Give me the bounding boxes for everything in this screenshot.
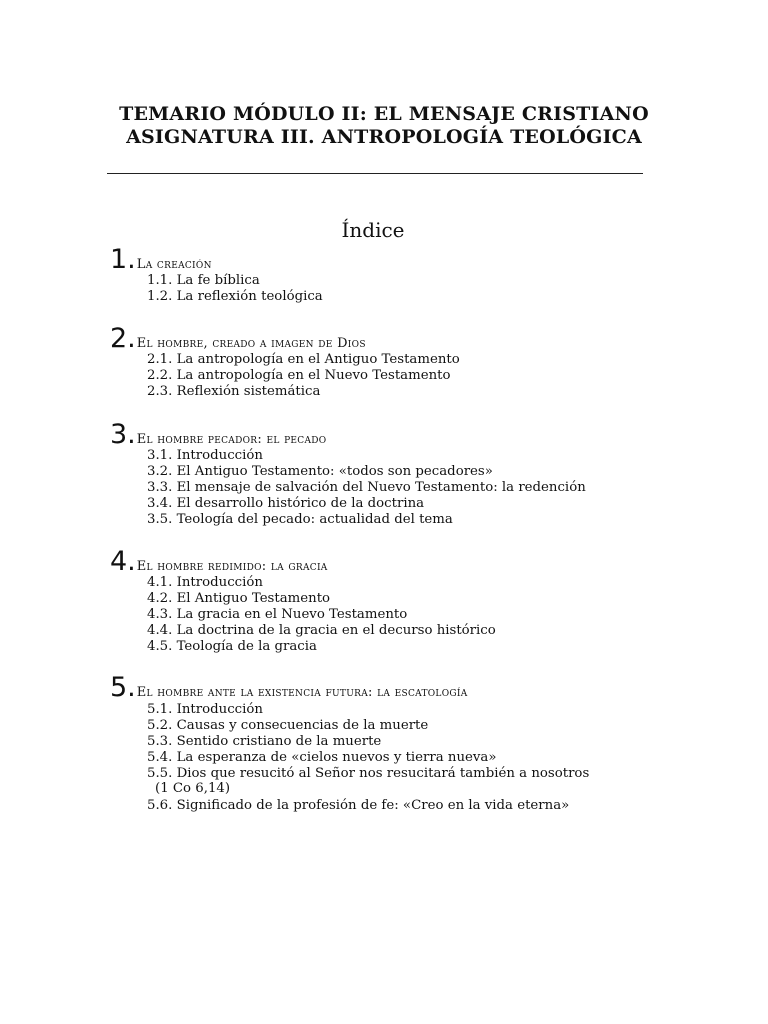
chapter-title: El hombre, creado a imagen de Dios: [136, 336, 366, 351]
chapter-title: El hombre ante la existencia futura: la escatología: [136, 685, 468, 700]
index-item: 1.2. La reflexión teológica: [147, 289, 323, 304]
index-item: 3.5. Teología del pecado: actualidad del tema: [147, 512, 453, 527]
index-item: 4.2. El Antiguo Testamento: [147, 591, 331, 606]
index-item: 2.1. La antropología en el Antiguo Testamento: [147, 352, 460, 367]
chapter-title: La creación: [136, 257, 212, 272]
index-item: 3.2. El Antiguo Testamento: «todos son pecadores»: [147, 464, 493, 479]
index-item: 5.6. Significado de la profesión de fe: «Creo en la vida eterna»: [147, 798, 570, 813]
chapter-title: El hombre redimido: la gracia: [136, 559, 328, 574]
index-item: 5.3. Sentido cristiano de la muerte: [147, 734, 382, 749]
index-item: 2.3. Reflexión sistemática: [147, 384, 321, 399]
chapter-heading: [110, 420, 326, 450]
document-title-line-1: TEMARIO MÓDULO II: EL MENSAJE CRISTIANO: [119, 103, 649, 125]
chapter-heading: [110, 324, 366, 354]
chapter-heading: [110, 245, 212, 275]
chapter-number: 5.: [110, 672, 136, 703]
chapter-heading: [110, 547, 328, 577]
chapter-title: El hombre pecador: el pecado: [136, 432, 327, 447]
index-item: 4.3. La gracia en el Nuevo Testamento: [147, 607, 408, 622]
index-item: 5.5. Dios que resucitó al Señor nos resucitará también a nosotros: [147, 766, 590, 781]
index-item: 4.5. Teología de la gracia: [147, 639, 317, 654]
index-item: 1.1. La fe bíblica: [147, 273, 260, 288]
chapter-number: 4.: [110, 546, 136, 577]
chapter-number: 3.: [110, 419, 136, 450]
document-title-line-2: ASIGNATURA III. ANTROPOLOGÍA TEOLÓGICA: [126, 126, 642, 148]
chapter-number: 2.: [110, 323, 136, 354]
index-item-continuation: (1 Co 6,14): [155, 781, 231, 796]
index-item: 5.2. Causas y consecuencias de la muerte: [147, 718, 429, 733]
chapter-heading: [110, 673, 468, 703]
index-item: 4.1. Introducción: [147, 575, 263, 590]
index-item: 3.4. El desarrollo histórico de la doctrina: [147, 496, 425, 511]
index-item: 5.1. Introducción: [147, 702, 263, 717]
index-heading: Índice: [341, 218, 405, 242]
index-item: 5.4. La esperanza de «cielos nuevos y tierra nueva»: [147, 750, 497, 765]
chapter-number: 1.: [110, 244, 136, 275]
index-item: 3.3. El mensaje de salvación del Nuevo Testamento: la redención: [147, 480, 586, 495]
index-item: 2.2. La antropología en el Nuevo Testamento: [147, 368, 451, 383]
index-item: 3.1. Introducción: [147, 448, 263, 463]
title-divider: [107, 173, 643, 174]
index-item: 4.4. La doctrina de la gracia en el decurso histórico: [147, 623, 496, 638]
